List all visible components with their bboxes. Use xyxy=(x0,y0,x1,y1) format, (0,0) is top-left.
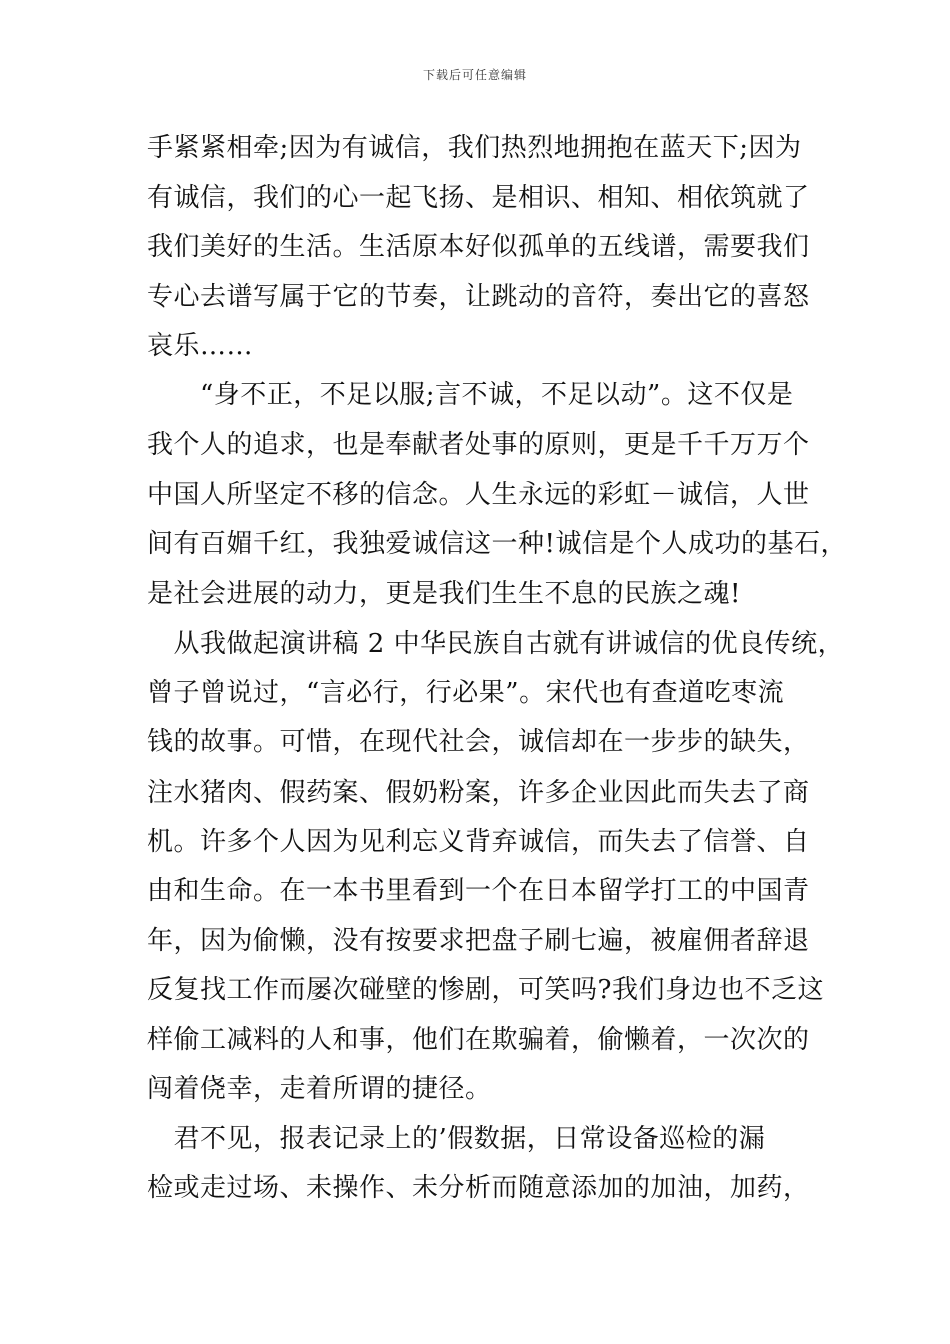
text-line: 间有百媚千红，我独爱诚信这一种!诚信是个人成功的基石， xyxy=(147,529,847,559)
text-line: 专心去谱写属于它的节奏，让跳动的音符，奏出它的喜怒 xyxy=(147,282,810,312)
text-line: 年，因为偷懒，没有按要求把盘子刷七遍，被雇佣者辞退 xyxy=(147,926,810,956)
text-line: 注水猪肉、假药案、假奶粉案，许多企业因此而失去了商 xyxy=(147,778,810,808)
text-line: 有诚信，我们的心一起飞扬、是相识、相知、相依筑就了 xyxy=(147,183,810,213)
text-line: 由和生命。在一本书里看到一个在日本留学打工的中国青 xyxy=(147,876,810,906)
text-line: 曾子曾说过，“言必行，行必果”。宋代也有查道吃枣流 xyxy=(147,678,785,708)
text-line: 从我做起演讲稿 2 中华民族自古就有讲诚信的优良传统， xyxy=(147,629,845,659)
text-line: 样偷工减料的人和事，他们在欺骗着，偷懒着，一次次的 xyxy=(147,1025,810,1055)
text-line: 中国人所坚定不移的信念。人生永远的彩虹－诚信，人世 xyxy=(147,480,810,510)
text-line: 君不见，报表记录上的’假数据，日常设备巡检的漏 xyxy=(147,1124,766,1154)
text-line: 钱的故事。可惜，在现代社会，诚信却在一步步的缺失， xyxy=(147,727,810,757)
text-line: 哀乐…… xyxy=(147,331,254,361)
text-line: 反复找工作而屡次碰壁的惨剧，可笑吗?我们身边也不乏这 xyxy=(147,975,824,1005)
page-header: 下载后可任意编辑 xyxy=(422,68,527,82)
text-line: 我们美好的生活。生活原本好似孤单的五线谱，需要我们 xyxy=(147,232,810,262)
text-line: 我个人的追求，也是奉献者处事的原则，更是千千万万个 xyxy=(147,430,810,460)
text-line: 检或走过场、未操作、未分析而随意添加的加油，加药， xyxy=(147,1173,810,1203)
text-line: “身不正，不足以服;言不诚，不足以动”。这不仅是 xyxy=(147,380,794,410)
text-line: 是社会进展的动力，更是我们生生不息的民族之魂! xyxy=(147,579,741,609)
text-line: 手紧紧相牵;因为有诚信，我们热烈地拥抱在蓝天下;因为 xyxy=(147,133,802,163)
text-line: 闯着侥幸，走着所谓的捷径。 xyxy=(147,1074,492,1104)
text-line: 机。许多个人因为见利忘义背弃诚信，而失去了信誉、自 xyxy=(147,827,810,857)
